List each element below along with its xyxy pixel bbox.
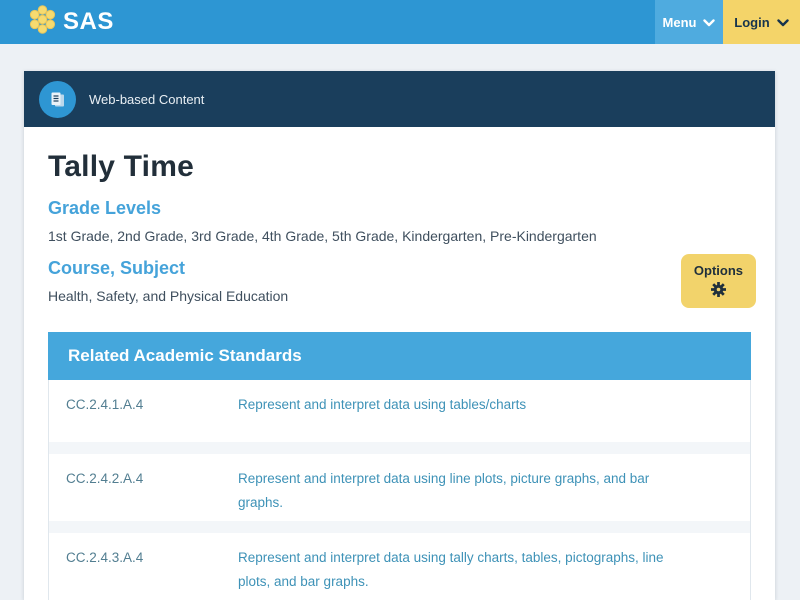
chevron-down-icon [703,15,715,30]
login-button-label: Login [734,14,770,30]
menu-button-label: Menu [662,14,697,30]
standards-table [48,380,751,600]
content-card [24,71,775,600]
standard-description-link[interactable]: Represent and interpret data using tally charts, tables, pictographs, line plots, and bar graphs. [238,550,664,589]
grade-levels-value: 1st Grade, 2nd Grade, 3rd Grade, 4th Grade, 5th Grade, Kindergarten, Pre-Kindergarten [48,228,597,244]
standard-row [49,454,750,521]
content-type-banner [24,71,775,127]
login-button[interactable] [723,0,800,44]
sas-flower-icon [28,4,57,40]
options-button[interactable] [681,254,756,308]
grade-levels-heading: Grade Levels [48,198,162,218]
course-subject-heading: Course, Subject [48,258,186,278]
gear-icon [710,286,727,301]
options-button-label: Options [693,263,743,278]
top-header [0,0,800,44]
related-standards-section [48,332,751,600]
standard-description-link[interactable]: Represent and interpret data using tables/charts [238,397,527,412]
menu-button[interactable] [655,0,723,44]
header-spacer [114,0,655,44]
content-type-label: Web-based Content [89,91,205,107]
course-subject-block [48,244,288,304]
chevron-down-icon [777,15,789,30]
related-standards-header: Related Academic Standards [48,332,751,380]
standard-code: CC.2.4.1.A.4 [66,397,144,412]
document-icon [39,81,76,118]
page-content [24,127,775,600]
standard-description-link[interactable]: Represent and interpret data using line plots, picture graphs, and bar graphs. [238,471,650,510]
standard-code: CC.2.4.3.A.4 [66,550,144,565]
standard-code: CC.2.4.2.A.4 [66,471,144,486]
course-subject-value: Health, Safety, and Physical Education [48,288,289,304]
brand-text: SAS [63,8,114,35]
course-subject-row [48,244,751,308]
page-title: Tally Time [48,150,194,183]
standard-row [49,380,750,442]
standard-row [49,533,750,600]
sas-brand-logo[interactable] [0,0,114,44]
